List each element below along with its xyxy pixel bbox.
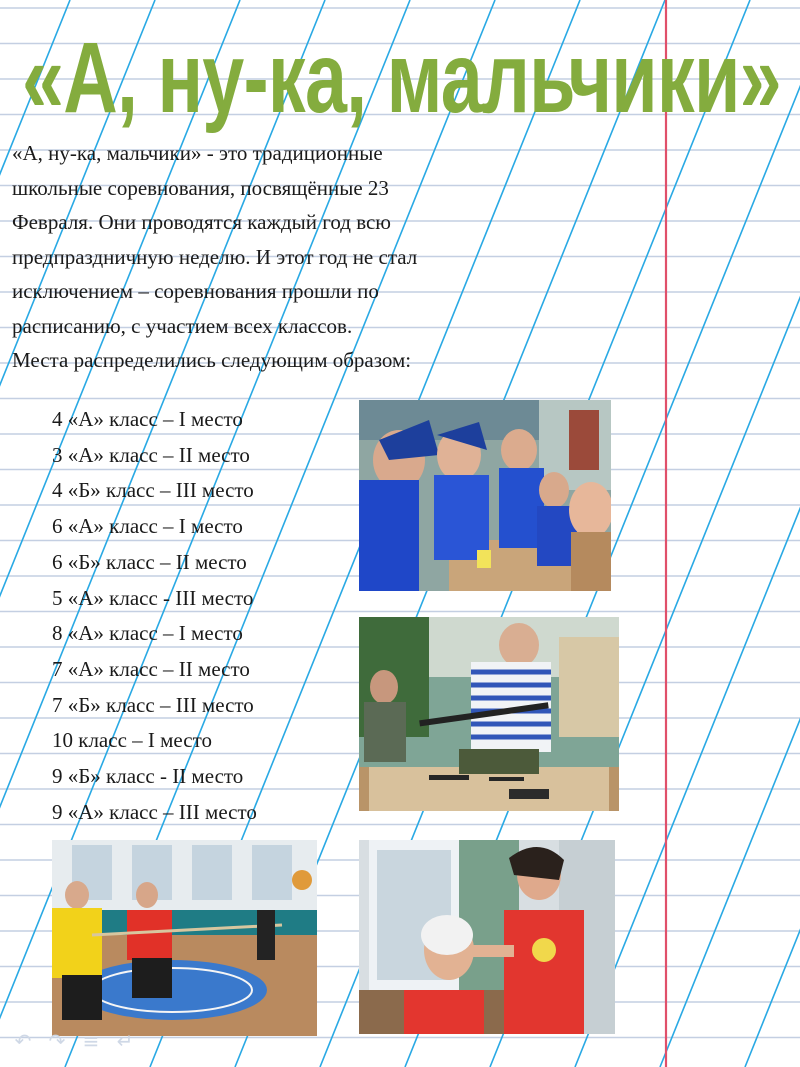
intro-line: Места распределились следующим образом: xyxy=(12,348,412,372)
photo-cadets-blue-uniforms xyxy=(359,400,611,591)
forward-arrow-icon[interactable]: ↷ xyxy=(48,1029,66,1053)
intro-line: школьные соревнования, посвящённые 23 xyxy=(12,175,389,200)
result-item: 7 «А» класс – II место xyxy=(52,656,250,681)
photo-rifle-assembly xyxy=(359,617,619,811)
page-title: «А, ну-ка, мальчики» xyxy=(22,22,781,134)
intro-line: «А, ну-ка, мальчики» - это традиционные xyxy=(12,141,383,165)
intro-line: Февраля. Они проводятся каждый год всю xyxy=(12,210,391,234)
result-item: 4 «Б» класс – III место xyxy=(52,478,254,503)
intro-line: расписанию, с участием всех классов. xyxy=(12,313,353,338)
intro-line: исключением – соревнования прошли по xyxy=(12,279,379,303)
result-item: 5 «А» класс - III место xyxy=(52,585,254,610)
intro-line: предпраздничную неделю. И этот год не стал xyxy=(12,244,418,269)
photo-tug-of-war-gym xyxy=(52,840,317,1036)
result-item: 10 класс – I место xyxy=(52,728,212,753)
back-arrow-icon[interactable]: ↶ xyxy=(14,1029,32,1053)
intro-paragraph xyxy=(12,136,572,378)
return-icon[interactable]: ↵ xyxy=(116,1029,134,1053)
menu-icon[interactable]: ≡ xyxy=(82,1029,100,1053)
result-item: 6 «А» класс – I место xyxy=(52,514,243,539)
result-item: 3 «А» класс – II место xyxy=(52,442,250,467)
results-list xyxy=(52,402,257,830)
slide-navigation xyxy=(10,1030,138,1052)
result-item: 4 «А» класс – I место xyxy=(52,407,243,431)
result-item: 6 «Б» класс – II место xyxy=(52,549,247,574)
result-item: 7 «Б» класс – III место xyxy=(52,692,254,717)
result-item: 9 «А» класс – III место xyxy=(52,799,257,824)
result-item: 9 «Б» класс - II место xyxy=(52,764,244,789)
result-item: 8 «А» класс – I место xyxy=(52,621,243,646)
photo-first-aid-bandage xyxy=(359,840,615,1034)
